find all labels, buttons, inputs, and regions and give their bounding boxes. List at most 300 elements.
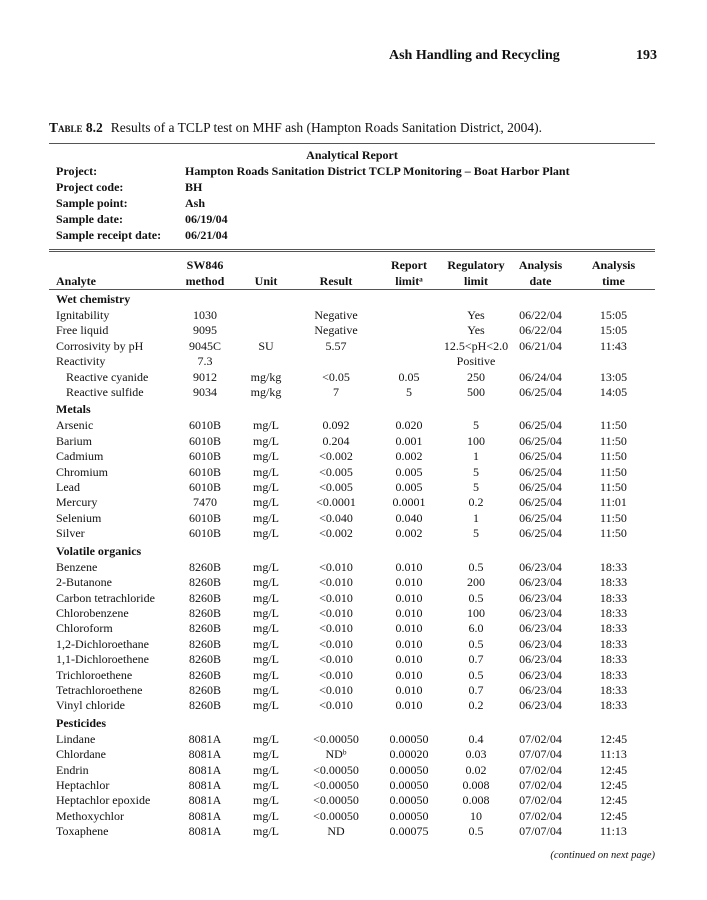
table-cell: Chlorobenzene bbox=[56, 605, 129, 620]
table-cell: 0.010 bbox=[395, 682, 423, 697]
table-cell: 6010B bbox=[188, 464, 221, 479]
column-header bbox=[235, 257, 297, 273]
table-cell: Methoxychlor bbox=[56, 808, 124, 823]
table-cell: Barium bbox=[56, 433, 92, 448]
table-row bbox=[49, 778, 655, 793]
table-cell bbox=[572, 354, 655, 369]
table-cell: 07/07/04 bbox=[519, 747, 562, 762]
table-cell: 0.5 bbox=[468, 636, 484, 651]
table-cell: Negative bbox=[314, 323, 358, 338]
table-cell: 8081A bbox=[188, 793, 222, 808]
table-cell: 6.0 bbox=[468, 621, 484, 636]
table-cell: 11:50 bbox=[600, 464, 627, 479]
column-header: Analysis bbox=[518, 258, 563, 272]
table-cell: 0.00050 bbox=[389, 777, 429, 792]
table-cell: mg/L bbox=[253, 698, 279, 713]
table-cell: 0.010 bbox=[395, 652, 423, 667]
info-label: Project code: bbox=[56, 180, 124, 194]
header-row-top bbox=[49, 257, 655, 273]
column-header bbox=[297, 257, 375, 273]
table-cell: Ignitability bbox=[56, 308, 110, 322]
table-cell: Toxaphene bbox=[56, 824, 109, 839]
table-cell: Heptachlor bbox=[56, 777, 110, 792]
column-header: Regulatory bbox=[447, 258, 505, 272]
table-cell: Chlordane bbox=[56, 747, 106, 762]
table-row bbox=[49, 308, 655, 323]
table-cell: Mercury bbox=[56, 495, 98, 510]
table-cell: 5 bbox=[473, 464, 479, 479]
table-cell: 18:33 bbox=[599, 636, 628, 651]
table-cell: 0.001 bbox=[395, 433, 423, 448]
table-cell: 0.002 bbox=[395, 449, 423, 464]
table-cell: 0.005 bbox=[395, 480, 423, 495]
table-cell: 10 bbox=[470, 808, 482, 823]
table-row bbox=[49, 511, 655, 526]
table-cell: 0.020 bbox=[395, 418, 423, 433]
table-row bbox=[49, 652, 655, 667]
table-cell: <0.010 bbox=[319, 605, 353, 620]
table-cell: 8260B bbox=[188, 636, 221, 651]
table-cell: <0.00050 bbox=[313, 762, 359, 777]
table-row bbox=[49, 732, 655, 747]
table-cell: 100 bbox=[467, 433, 485, 448]
column-header: method bbox=[185, 274, 225, 288]
column-header: date bbox=[529, 274, 552, 288]
table-cell: 06/23/04 bbox=[519, 698, 562, 713]
table-cell: Reactivity bbox=[56, 354, 106, 369]
table-row bbox=[49, 763, 655, 778]
table-cell: Positive bbox=[456, 354, 496, 369]
table-cell: 0.5 bbox=[468, 667, 484, 682]
table-row bbox=[49, 339, 655, 354]
table-cell: <0.00050 bbox=[313, 808, 359, 823]
info-row bbox=[56, 228, 228, 243]
table-cell: 06/23/04 bbox=[519, 636, 562, 651]
table-cell: 250 bbox=[467, 369, 485, 384]
table-cell: 06/25/04 bbox=[519, 385, 562, 400]
info-value: BH bbox=[185, 180, 203, 194]
table-cell: 18:33 bbox=[599, 682, 628, 697]
header-row-bottom bbox=[49, 273, 655, 290]
table-cell: <0.00050 bbox=[313, 777, 359, 792]
table-cell: <0.0001 bbox=[316, 495, 356, 510]
info-row bbox=[56, 196, 206, 211]
table-cell: <0.002 bbox=[319, 526, 353, 541]
column-header: SW846 bbox=[186, 258, 224, 272]
table-cell: 0.005 bbox=[395, 464, 423, 479]
table-cell: 06/21/04 bbox=[519, 338, 562, 353]
table-cell: mg/kg bbox=[250, 369, 282, 384]
caption-label: Table 8.2 bbox=[49, 120, 103, 135]
table-cell: 0.02 bbox=[465, 762, 487, 777]
table-cell: 8081A bbox=[188, 747, 222, 762]
table-cell: 0.010 bbox=[395, 667, 423, 682]
table-cell: Chromium bbox=[56, 464, 109, 479]
table-cell: 7.3 bbox=[197, 354, 213, 369]
table-cell: 2-Butanone bbox=[56, 575, 112, 590]
table-cell: mg/L bbox=[253, 590, 279, 605]
info-value: 06/19/04 bbox=[185, 212, 228, 226]
table-cell: 06/25/04 bbox=[519, 495, 562, 510]
table-cell: 0.010 bbox=[395, 621, 423, 636]
table-cell: 06/23/04 bbox=[519, 652, 562, 667]
table-cell: 06/24/04 bbox=[519, 369, 562, 384]
table-cell: 18:33 bbox=[599, 652, 628, 667]
table-cell: 07/07/04 bbox=[519, 824, 562, 839]
table-cell: 1,1-Dichloroethene bbox=[56, 652, 149, 667]
continued-note: (continued on next page) bbox=[550, 850, 655, 861]
table-cell: mg/L bbox=[253, 418, 279, 433]
table-cell bbox=[235, 323, 297, 338]
info-value: Hampton Roads Sanitation District TCLP Monitoring – Boat Harbor Plant bbox=[185, 164, 570, 178]
column-header: Analyte bbox=[56, 274, 96, 288]
table-cell: 11:01 bbox=[600, 495, 627, 510]
table-cell: 5 bbox=[406, 385, 412, 400]
table-cell: 8260B bbox=[188, 667, 221, 682]
column-header: Report bbox=[391, 258, 427, 272]
table-cell: <0.010 bbox=[319, 575, 353, 590]
table-cell: mg/L bbox=[253, 652, 279, 667]
column-header: Unit bbox=[254, 274, 278, 288]
table-row bbox=[49, 637, 655, 652]
table-row bbox=[49, 354, 655, 369]
table-cell: Selenium bbox=[56, 510, 102, 525]
table-cell: mg/L bbox=[253, 433, 279, 448]
table-row bbox=[49, 385, 655, 400]
info-label: Sample receipt date: bbox=[56, 228, 162, 242]
table-cell: <0.010 bbox=[319, 667, 353, 682]
table-cell: 12.5<pH<2.0 bbox=[443, 338, 509, 353]
table-cell: 1 bbox=[473, 449, 479, 464]
table-cell bbox=[509, 354, 572, 369]
table-cell: 6010B bbox=[188, 418, 221, 433]
table-cell: ND bbox=[327, 824, 345, 839]
table-cell: 0.00050 bbox=[389, 762, 429, 777]
column-header bbox=[49, 257, 175, 273]
table-cell: 15:05 bbox=[599, 323, 628, 338]
table-cell: 06/23/04 bbox=[519, 559, 562, 574]
table-cell: <0.00050 bbox=[313, 731, 359, 746]
table-cell: 0.03 bbox=[465, 747, 487, 762]
table-row bbox=[49, 480, 655, 495]
table-cell: 0.7 bbox=[468, 682, 484, 697]
table-cell: Chloroform bbox=[56, 621, 113, 636]
table-cell: 06/22/04 bbox=[519, 323, 562, 338]
table-cell: Endrin bbox=[56, 762, 89, 777]
table-cell: 8260B bbox=[188, 559, 221, 574]
table-cell: 6010B bbox=[188, 526, 221, 541]
caption-text: Results of a TCLP test on MHF ash (Hampton Roads Sanitation District, 2004). bbox=[110, 120, 542, 135]
column-header: Result bbox=[319, 274, 353, 288]
table-cell: 8260B bbox=[188, 682, 221, 697]
table-cell: 07/02/04 bbox=[519, 777, 562, 792]
section-header-row bbox=[49, 542, 655, 560]
table-row bbox=[49, 747, 655, 762]
table-cell: 0.010 bbox=[395, 636, 423, 651]
table-cell: 06/25/04 bbox=[519, 526, 562, 541]
table-cell: 9034 bbox=[193, 385, 217, 400]
table-row bbox=[49, 434, 655, 449]
column-header: limitᵃ bbox=[395, 274, 423, 288]
table-cell: 06/23/04 bbox=[519, 575, 562, 590]
table-cell: 6010B bbox=[188, 510, 221, 525]
table-cell: Silver bbox=[56, 526, 85, 541]
results-table bbox=[49, 257, 655, 840]
table-cell: 0.5 bbox=[468, 824, 484, 839]
table-cell: Tetrachloroethene bbox=[56, 682, 143, 697]
table-cell: 0.010 bbox=[395, 559, 423, 574]
table-cell: 1030 bbox=[193, 308, 217, 322]
table-cell: 06/23/04 bbox=[519, 621, 562, 636]
table-cell: 6010B bbox=[188, 449, 221, 464]
table-cell: 06/23/04 bbox=[519, 590, 562, 605]
table-cell: Lindane bbox=[56, 731, 96, 746]
table-cell: mg/L bbox=[253, 731, 279, 746]
table-row bbox=[49, 621, 655, 636]
table-cell: 12:45 bbox=[599, 793, 628, 808]
table-cell: <0.005 bbox=[319, 480, 353, 495]
table-cell: 5 bbox=[473, 526, 479, 541]
table-cell: 06/25/04 bbox=[519, 433, 562, 448]
table-cell: 06/23/04 bbox=[519, 682, 562, 697]
table-cell: 1,2-Dichloroethane bbox=[56, 636, 149, 651]
table-cell: 06/22/04 bbox=[519, 308, 562, 322]
section-title: Wet chemistry bbox=[56, 292, 131, 306]
table-cell: 0.002 bbox=[395, 526, 423, 541]
table-cell: 8081A bbox=[188, 824, 222, 839]
table-cell: 8081A bbox=[188, 762, 222, 777]
table-cell: <0.010 bbox=[319, 621, 353, 636]
top-rule bbox=[49, 143, 655, 144]
table-cell: 06/25/04 bbox=[519, 418, 562, 433]
table-cell: 5 bbox=[473, 480, 479, 495]
table-row bbox=[49, 668, 655, 683]
table-cell: 11:50 bbox=[600, 526, 627, 541]
table-cell: 11:50 bbox=[600, 449, 627, 464]
table-cell: <0.010 bbox=[319, 652, 353, 667]
table-cell: 500 bbox=[467, 385, 485, 400]
table-cell: 0.05 bbox=[398, 369, 420, 384]
table-cell: mg/L bbox=[253, 636, 279, 651]
table-cell: Reactive sulfide bbox=[66, 385, 144, 400]
table-cell: <0.010 bbox=[319, 559, 353, 574]
table-cell: mg/L bbox=[253, 682, 279, 697]
table-cell: mg/L bbox=[253, 495, 279, 510]
table-cell: mg/L bbox=[253, 621, 279, 636]
table-row bbox=[49, 683, 655, 698]
table-cell: SU bbox=[258, 338, 274, 353]
table-cell: 0.00050 bbox=[389, 808, 429, 823]
column-header: time bbox=[602, 274, 625, 288]
table-cell: 8260B bbox=[188, 652, 221, 667]
table-cell: <0.010 bbox=[319, 636, 353, 651]
table-cell: 0.010 bbox=[395, 575, 423, 590]
table-cell: mg/L bbox=[253, 575, 279, 590]
table-cell: Arsenic bbox=[56, 418, 94, 433]
table-cell: 0.5 bbox=[468, 559, 484, 574]
table-cell: mg/L bbox=[253, 667, 279, 682]
table-cell: 18:33 bbox=[599, 575, 628, 590]
table-cell: 6010B bbox=[188, 433, 221, 448]
table-cell: 0.00050 bbox=[389, 793, 429, 808]
table-cell: mg/L bbox=[253, 824, 279, 839]
table-cell: 8260B bbox=[188, 605, 221, 620]
section-header-row bbox=[49, 400, 655, 418]
table-cell: 07/02/04 bbox=[519, 793, 562, 808]
table-cell: 12:45 bbox=[599, 777, 628, 792]
table-cell: 18:33 bbox=[599, 667, 628, 682]
running-title: Ash Handling and Recycling bbox=[389, 48, 560, 63]
table-cell: 8260B bbox=[188, 575, 221, 590]
table-cell: 11:43 bbox=[600, 338, 627, 353]
table-row bbox=[49, 560, 655, 575]
table-cell: Heptachlor epoxide bbox=[56, 793, 151, 808]
table-cell: Lead bbox=[56, 480, 80, 495]
table-cell: Trichloroethene bbox=[56, 667, 133, 682]
table-cell: mg/L bbox=[253, 526, 279, 541]
table-cell: Yes bbox=[467, 323, 485, 338]
table-cell bbox=[375, 339, 443, 354]
column-header: Analysis bbox=[591, 258, 636, 272]
table-cell: <0.05 bbox=[322, 369, 350, 384]
table-cell: 06/23/04 bbox=[519, 667, 562, 682]
table-cell: 07/02/04 bbox=[519, 762, 562, 777]
table-row bbox=[49, 495, 655, 510]
table-row bbox=[49, 591, 655, 606]
table-cell: <0.010 bbox=[319, 590, 353, 605]
table-cell: 18:33 bbox=[599, 605, 628, 620]
table-cell: 0.010 bbox=[395, 605, 423, 620]
table-cell: 0.5 bbox=[468, 590, 484, 605]
table-cell: 7 bbox=[333, 385, 339, 400]
table-cell: Cadmium bbox=[56, 449, 104, 464]
table-cell: mg/L bbox=[253, 747, 279, 762]
table-cell: <0.005 bbox=[319, 464, 353, 479]
column-header: limit bbox=[464, 274, 488, 288]
table-cell: <0.002 bbox=[319, 449, 353, 464]
table-cell: 7470 bbox=[193, 495, 217, 510]
table-row bbox=[49, 606, 655, 621]
header-rule bbox=[49, 249, 655, 250]
table-cell: Corrosivity by pH bbox=[56, 338, 144, 353]
table-cell: 100 bbox=[467, 605, 485, 620]
table-cell bbox=[235, 354, 297, 369]
table-cell: 200 bbox=[467, 575, 485, 590]
table-cell: 0.00020 bbox=[389, 747, 429, 762]
table-cell: 5.57 bbox=[325, 338, 347, 353]
table-cell: <0.040 bbox=[319, 510, 353, 525]
info-label: Project: bbox=[56, 164, 98, 178]
table-cell: mg/L bbox=[253, 808, 279, 823]
table-row bbox=[49, 526, 655, 541]
section-title: Metals bbox=[56, 402, 91, 417]
table-cell: 8081A bbox=[188, 777, 222, 792]
info-row bbox=[56, 212, 228, 227]
table-cell: 0.4 bbox=[468, 731, 484, 746]
table-caption bbox=[49, 120, 542, 136]
table-cell: 11:13 bbox=[600, 747, 627, 762]
table-cell: mg/kg bbox=[250, 385, 282, 400]
table-cell: Reactive cyanide bbox=[66, 369, 149, 384]
table-cell: 9095 bbox=[193, 323, 217, 338]
table-cell: 06/25/04 bbox=[519, 464, 562, 479]
table-row bbox=[49, 793, 655, 808]
report-title: Analytical Report bbox=[306, 148, 398, 162]
table-cell: mg/L bbox=[253, 559, 279, 574]
table-cell: <0.010 bbox=[319, 698, 353, 713]
table-cell: 9012 bbox=[193, 369, 217, 384]
table-cell: <0.00050 bbox=[313, 793, 359, 808]
info-row bbox=[56, 164, 570, 179]
table-cell: 8260B bbox=[188, 590, 221, 605]
info-label: Sample date: bbox=[56, 212, 123, 226]
table-cell: mg/L bbox=[253, 793, 279, 808]
info-row bbox=[56, 180, 203, 195]
table-cell: 18:33 bbox=[599, 590, 628, 605]
info-label: Sample point: bbox=[56, 196, 128, 210]
table-cell: 12:45 bbox=[599, 762, 628, 777]
table-cell: 0.040 bbox=[395, 510, 423, 525]
table-cell: mg/L bbox=[253, 510, 279, 525]
section-title: Pesticides bbox=[56, 715, 106, 730]
table-cell: 8081A bbox=[188, 731, 222, 746]
table-cell: 8260B bbox=[188, 621, 221, 636]
table-cell: 8081A bbox=[188, 808, 222, 823]
table-cell: 0.008 bbox=[462, 793, 490, 808]
table-cell: 18:33 bbox=[599, 621, 628, 636]
table-row bbox=[49, 575, 655, 590]
table-cell: 1 bbox=[473, 510, 479, 525]
table-cell: 11:50 bbox=[600, 480, 627, 495]
table-row bbox=[49, 809, 655, 824]
table-cell: 14:05 bbox=[599, 385, 628, 400]
table-row bbox=[49, 323, 655, 338]
table-cell: 0.092 bbox=[322, 418, 350, 433]
table-cell: Benzene bbox=[56, 559, 98, 574]
info-value: Ash bbox=[185, 196, 206, 210]
table-cell: 6010B bbox=[188, 480, 221, 495]
table-cell: 07/02/04 bbox=[519, 808, 562, 823]
section-header-row bbox=[49, 714, 655, 732]
table-cell: 12:45 bbox=[599, 808, 628, 823]
table-cell: 11:13 bbox=[600, 824, 627, 839]
table-cell: 0.00075 bbox=[389, 824, 429, 839]
table-row bbox=[49, 449, 655, 464]
table-cell: 13:05 bbox=[599, 369, 628, 384]
table-cell: 06/25/04 bbox=[519, 449, 562, 464]
page-number: 193 bbox=[636, 48, 657, 63]
table-cell: 07/02/04 bbox=[519, 731, 562, 746]
table-cell: 0.2 bbox=[468, 495, 484, 510]
section-header-row bbox=[49, 290, 655, 309]
table-cell: 0.008 bbox=[462, 777, 490, 792]
table-cell bbox=[375, 323, 443, 338]
table-cell: 12:45 bbox=[599, 731, 628, 746]
table-row bbox=[49, 465, 655, 480]
table-cell: Yes bbox=[467, 308, 485, 322]
info-value: 06/21/04 bbox=[185, 228, 228, 242]
table-cell: 0.00050 bbox=[389, 731, 429, 746]
section-title: Volatile organics bbox=[56, 543, 142, 558]
table-cell: mg/L bbox=[253, 777, 279, 792]
table-cell: 11:50 bbox=[600, 418, 627, 433]
table-cell: Free liquid bbox=[56, 323, 109, 338]
table-cell: 11:50 bbox=[600, 510, 627, 525]
header-rule-2 bbox=[49, 251, 655, 252]
table-cell: 0.204 bbox=[322, 433, 350, 448]
table-row bbox=[49, 824, 655, 839]
table-cell: Carbon tetrachloride bbox=[56, 590, 155, 605]
